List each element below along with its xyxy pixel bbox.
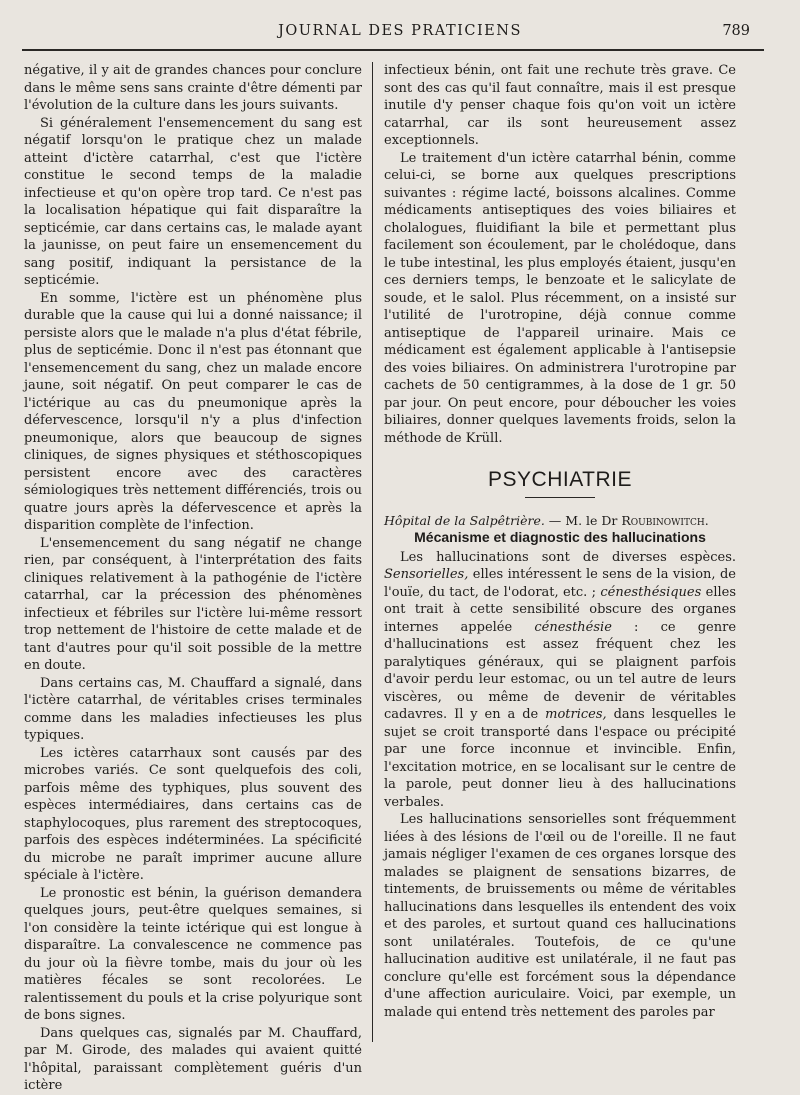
section-rule [525, 497, 595, 498]
paragraph [384, 549, 736, 812]
italic-term: motrices, [545, 707, 607, 722]
paragraph: L'ensemencement du sang négatif ne change rien, par conséquent, à l'interprétation des faits cliniques relativement à la pathogénie de l'ictère catarrhal, car la précession des phénomènes infectieux et fébriles sur l'ictère lui-même ressort trop nettement de l'histoire de cette malade et de tant d'autres pour qu'il soit possible de la mettre en doute. [24, 535, 362, 673]
text-run: elles intéressent le sens de la vision, de l'ouïe, du tact, de l'odorat, etc. ; [384, 567, 736, 600]
page-number: 789 [722, 23, 750, 39]
paragraph: Le traitement d'un ictère catarrhal bénin, comme celui-ci, se borne aux quelques prescriptions suivantes : régime lacté, boissons alcalines. Comme médicaments antiseptiques des voies biliaires et cholalogues, fluidifiant la bile et permettant plus facilement son écoulement, par le cholédoque, dans le tube intestinal, les plus employés étaient, jusqu'en ces derniers temps, le benzoate et le salicylate de soude, et le salol. Plus récemment, on a insisté sur l'utilité de l'urotropine, déjà connue comme antiseptique de l'appareil urinaire. Mais ce médicament est également applicable à l'antisepsie des voies biliaires. On administrera l'urotropine par cachets de 50 centigrammes, à la dose de 1 gr. 50 par jour. On peut encore, pour déboucher les voies biliaires, donner quelques lavements froids, selon la méthode de Krüll. [384, 150, 736, 446]
column-divider [372, 62, 373, 1042]
paragraph: infectieux bénin, ont fait une rechute très grave. Ce sont des cas qu'il faut connaître, mais il est presque inutile d'y penser chaque fois qu'on voit un ictère catarrhal, car ils sont heureusement assez exceptionnels. [384, 63, 736, 148]
article-byline [384, 512, 736, 530]
italic-term: cénesthésiques [600, 584, 702, 600]
text-run: : ce genre d'hallucinations est assez fréquent chez les paralytiques généraux, qui se plaignent parfois d'avoir perdu leur estomac, ou un tel autre de leurs viscères, ou même de devenir de véritables cadavres. Il y en a de [384, 619, 737, 722]
italic-term: cénesthésie [534, 619, 612, 635]
paragraph: négative, il y ait de grandes chances pour conclure dans le même sens sans crainte d'être démenti par l'évolution de la culture dans les jours suivants. [24, 63, 362, 113]
paragraph: Dans certains cas, M. Chauffard a signalé, dans l'ictère catarrhal, de véritables crises terminales comme dans les maladies infectieuses les plus typiques. [24, 675, 362, 743]
header-rule [22, 49, 764, 51]
right-column [384, 62, 736, 1062]
text-run: elles ont trait à cette sensibilité obscure des organes internes appelée [384, 584, 736, 635]
italic-term: Sensorielles, [384, 567, 469, 582]
page-header [0, 0, 800, 60]
byline-place: Hôpital de la Salpêtrière. [384, 512, 545, 528]
paragraph: Les hallucinations sensorielles sont fréquemment liées à des lésions de l'œil ou de l'oreille. Il ne faut jamais négliger l'examen de ces organes lorsque des malades se plaignent de sensations bizarres, de tintements, de bruissements ou même de véritables hallucinations dans lesquelles ils entendent des voix et des paroles, et surtout quand ces hallucinations sont unilatérales. Toutefois, de ce qu'une hallucination auditive est unilatérale, il ne faut pas conclure qu'elle est forcément sous la dépendance d'une affection auriculaire. Voici, par exemple, un malade qui entend très nettement des paroles par [384, 812, 736, 1020]
paragraph: Dans quelques cas, signalés par M. Chauffard, par M. Girode, des malades qui avaient quitté l'hôpital, paraissant complètement guéris d'un ictère [24, 1025, 362, 1093]
paragraph: En somme, l'ictère est un phénomène plus durable que la cause qui lui a donné naissance; il persiste alors que le malade n'a plus d'état fébrile, plus de septicémie. Donc il n'est pas étonnant que l'ensemencement du sang, chez un malade encore jaune, soit négatif. On peut comparer le cas de l'ictérique au cas du pneumonique après la défervescence, lorsqu'il n'y a plus d'infection pneumonique, alors que beaucoup de signes cliniques, de signes physiques et stéthoscopiques persistent encore avec des caractères sémiologiques très nettement différenciés, trois ou quatre jours après la défervescence et après la disparition complète de l'infection. [24, 290, 362, 533]
paragraph: Si généralement l'ensemencement du sang est négatif lorsqu'on le pratique chez un malade atteint d'ictère catarrhal, c'est que l'ictère constitue le second temps de la maladie infectieuse et qu'on opère trop tard. Ce n'est pas la localisation hépatique qui fait disparaître la septicémie, car dans certains cas, le malade ayant la jaunisse, on peut faire un ensemencement du sang positif, indiquant la persistance de la septicémie. [24, 115, 362, 288]
section-title: PSYCHIATRIE [488, 468, 632, 491]
running-title: JOURNAL DES PRATICIENS [278, 23, 522, 39]
byline-dash: — M. le Dr [544, 512, 622, 528]
left-column [24, 62, 362, 1093]
article-title: Mécanisme et diagnostic des hallucinations [414, 529, 706, 545]
paragraph: Les ictères catarrhaux sont causés par des microbes variés. Ce sont quelquefois des coli, parfois même des typhiques, plus souvent des espèces intermédiaires, dans certains cas de staphylocoques, plus rarement des streptocoques, parfois des espèces indéterminées. La spécificité du microbe ne paraît imprimer aucune allure spéciale à l'ictère. [24, 745, 362, 883]
byline-author: Roubinowitch. [621, 512, 709, 528]
paragraph: Le pronostic est bénin, la guérison demandera quelques jours, peut-être quelques semaines, si l'on considère la teinte ictérique qui est longue à disparaître. La convalescence ne commence pas du jour où la fièvre tombe, mais du jour où les matières fécales se sont recolorées. Le ralentissement du pouls et la crise polyurique sont de bons signes. [24, 885, 362, 1023]
text-run: dans lesquelles le sujet se croit transporté dans l'espace ou précipité par une force inconnue et invincible. Enfin, l'excitation motrice, en se localisant sur le centre de la parole, peut donner lieu à des hallucinations verbales. [384, 707, 736, 810]
text-run: Les hallucinations sont de diverses espèces. [400, 549, 736, 565]
